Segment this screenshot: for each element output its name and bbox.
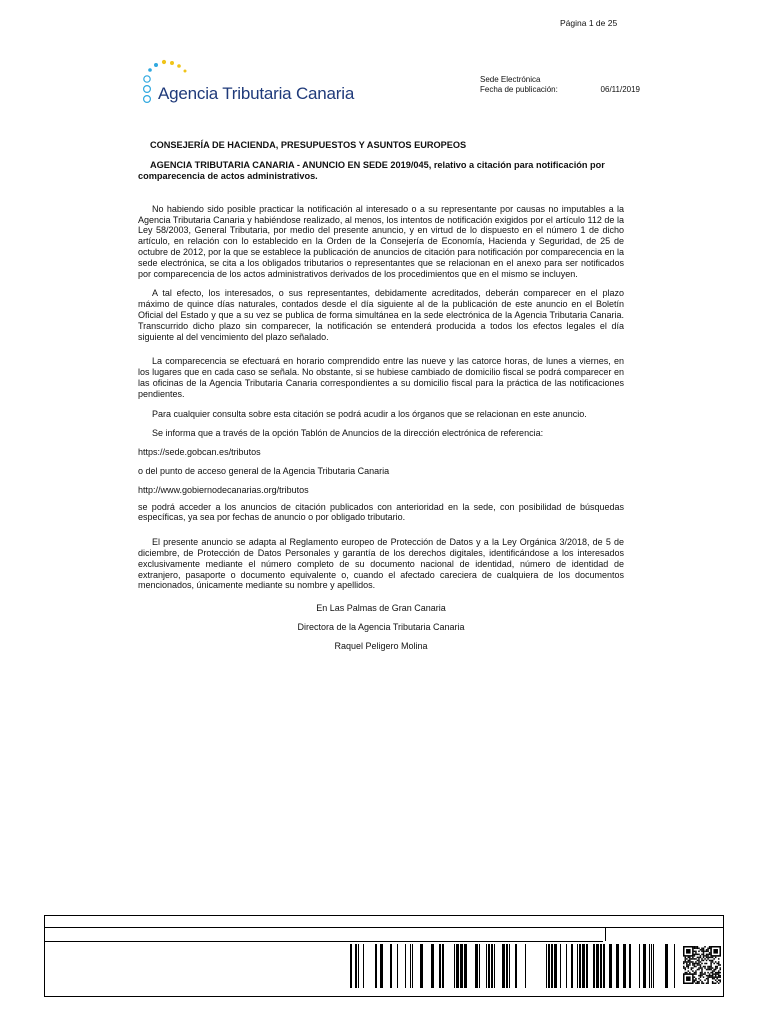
publication-meta (480, 75, 640, 95)
footer-divider (45, 927, 723, 928)
sede-link[interactable]: https://sede.gobcan.es/tributos (138, 447, 261, 458)
ministry-heading: CONSEJERÍA DE HACIENDA, PRESUPUESTOS Y ASUNTOS EUROPEOS (150, 140, 467, 150)
paragraph-consult: Para cualquier consulta sobre esta citación se podrá acudir a los órganos que se relacionan en este anuncio. (152, 408, 587, 419)
paragraph-tablon: Se informa que a través de la opción Tablón de Anuncios de la dirección electrónica de referencia: (152, 428, 544, 439)
document-body (138, 140, 624, 652)
announcement-heading: AGENCIA TRIBUTARIA CANARIA - ANUNCIO EN SEDE 2019/045, relativo a citación para notificación por comparecencia de actos administrativos. (138, 159, 605, 181)
paragraph-schedule: La comparecencia se efectuará en horario comprendido entre las nueve y las catorce horas, de lunes a viernes, en los lugares que en cada caso se señala. No obstante, si se hubiese cambiado de domicilio fiscal se podrá comparecer en las oficinas de la Agencia Tributaria Canaria correspondientes a su domicilio fiscal para la práctica de las notificaciones pendientes. (138, 356, 624, 399)
sede-label: Sede Electrónica (480, 75, 541, 84)
verification-footer (44, 915, 724, 997)
paragraph-data-protection: El presente anuncio se adapta al Reglamento europeo de Protección de Datos y a la Ley Orgánica 3/2018, de 5 de diciembre, de Protección de Datos Personales y garantía de los derechos digitales, identificándose a los interesados exclusivamente mediante el número completo de su documento nacional de identidad, número de identidad de extranjero, pasaporte o documento equivalente o, cuando el afectado careciera de cualquiera de los documentos mencionados, únicamente mediante su nombre y apellidos. (138, 537, 624, 591)
publication-date-label: Fecha de publicación: (480, 85, 558, 94)
logo-text: Agencia Tributaria Canaria (158, 84, 355, 103)
agency-logo (140, 58, 380, 108)
publication-date-row (480, 85, 640, 95)
paragraph-notification: No habiendo sido posible practicar la notificación al interesado o a su representante por causas no imputables a la Agencia Tributaria Canaria y habiéndose realizado, al menos, los intentos de notificación exigidos por el artículo 112 de la Ley 58/2003, General Tributaria, por medio del presente anuncio, y en virtud de lo dispuesto en el número 1 de dicho artículo, en relación con lo establecido en la Orden de la Consejería de Economía, Hacienda y Seguridad, de 25 de octubre de 2012, por la que se establece la publicación de anuncios de citación para notificación por comparecencia en la sede electrónica, se cita a los obligados tributarios o representantes que se relacionan en el anexo para ser notificados por comparecencia de los actos administrativos derivados de los procedimientos que en el mismo se incluyen. (138, 203, 624, 279)
footer-divider (605, 927, 606, 941)
paragraph-deadline: A tal efecto, los interesados, o sus representantes, debidamente acreditados, deberán comparecer en el plazo máximo de quince días naturales, contados desde el día siguiente al de la publicación de este anuncio en el Boletín Oficial del Estado y que a su vez se publica de forma simultánea en la sede electrónica de la Agencia Tributaria Canaria. Transcurrido dicho plazo sin comparecer, la notificación se entenderá producida a todos los efectos legales el día siguiente al del vencimiento del plazo señalado. (138, 288, 624, 342)
page-number: Página 1 de 25 (560, 18, 618, 28)
publication-date-value: 06/11/2019 (600, 85, 640, 94)
access-point-text: o del punto de acceso general de la Agencia Tributaria Canaria (138, 465, 390, 476)
footer-divider (45, 941, 603, 942)
qr-code-icon (683, 946, 721, 984)
signer-name: Raquel Peligero Molina (334, 640, 428, 651)
gobierno-link[interactable]: http://www.gobiernodecanarias.org/tributos (138, 484, 309, 495)
barcode-icon (350, 944, 675, 988)
paragraph-search: se podrá acceder a los anuncios de citación publicados con anterioridad en la sede, con posibilidad de búsquedas específicas, ya sea por fechas de anuncio o por obligado tributario. (138, 501, 624, 523)
signature-place: En Las Palmas de Gran Canaria (316, 603, 446, 614)
signer-title: Directora de la Agencia Tributaria Canaria (297, 621, 465, 632)
